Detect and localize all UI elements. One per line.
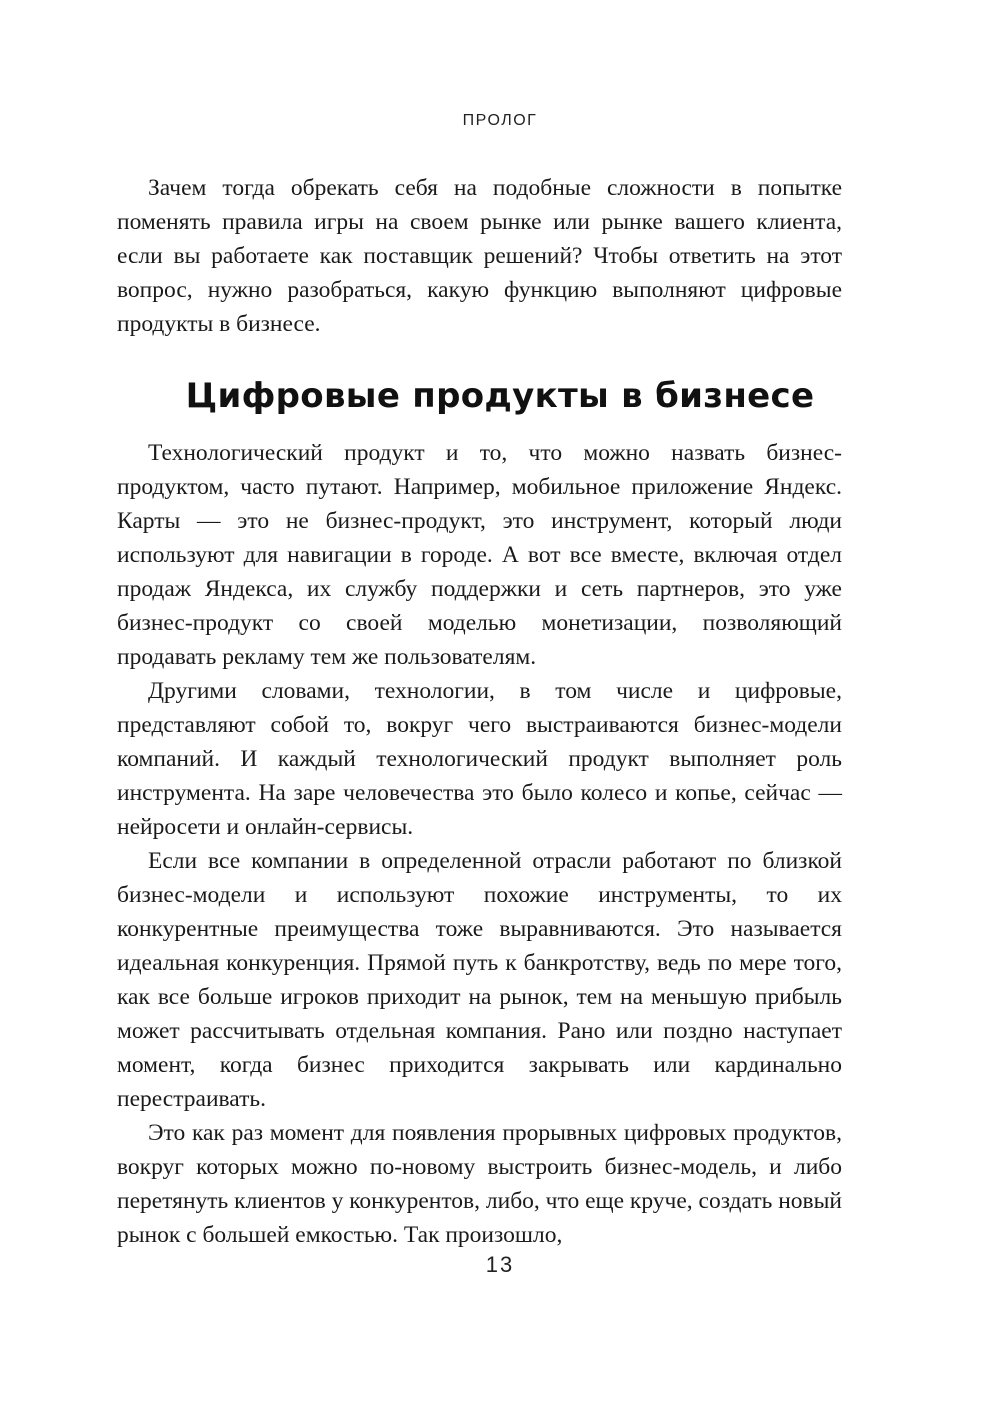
intro-text: [117, 171, 842, 341]
running-head: ПРОЛОГ: [462, 112, 538, 129]
body-paragraph: Если все компании в определенной отрасли работают по близкой бизнес-модели и используют похожие инструменты, то их конкурентные преимущества тоже выравниваются. Это называется идеальная конкуренция. Прямой путь к банкротству, ведь по мере того, как все больше игроков приходит на рынок, тем на меньшую прибыль может рассчитывать отдельная компания. Рано или поздно наступает момент, когда бизнес приходится закрывать или кардинально перестраивать.: [117, 848, 842, 1112]
body-paragraph: Другими словами, технологии, в том числе и цифровые, представляют собой то, вокруг чего выстраиваются бизнес-модели компаний. И каждый технологический продукт выполняет роль инструмента. На заре человечества это было колесо и копье, сейчас — нейросети и онлайн-сервисы.: [117, 678, 842, 840]
page-number: 13: [485, 1252, 515, 1277]
body-paragraph: Это как раз момент для появления прорывных цифровых продуктов, вокруг которых можно по-новому выстроить бизнес-модель, и либо перетянуть клиентов у конкурентов, либо, что еще круче, создать новый рынок с большей емкостью. Так произошло,: [117, 1120, 842, 1248]
body-paragraph: Технологический продукт и то, что можно назвать бизнес-продуктом, часто путают. Например, мобильное приложение Яндекс. Карты — это не бизнес-продукт, это инструмент, который люди используют для навигации в городе. А вот все вместе, включая отдел продаж Яндекса, их службу поддержки и сеть партнеров, это уже бизнес-продукт со своей моделью монетизации, позволяющий продавать рекламу тем же пользователям.: [117, 440, 842, 670]
body-text: [117, 436, 842, 1252]
section-heading: Цифровые продукты в бизнесе: [185, 376, 815, 416]
intro-paragraph: Зачем тогда обрекать себя на подобные сложности в попытке поменять правила игры на своем рынке или рынке вашего клиента, если вы работаете как поставщик решений? Чтобы ответить на этот вопрос, нужно разобраться, какую функцию выполняют цифровые продукты в бизнесе.: [117, 175, 842, 337]
